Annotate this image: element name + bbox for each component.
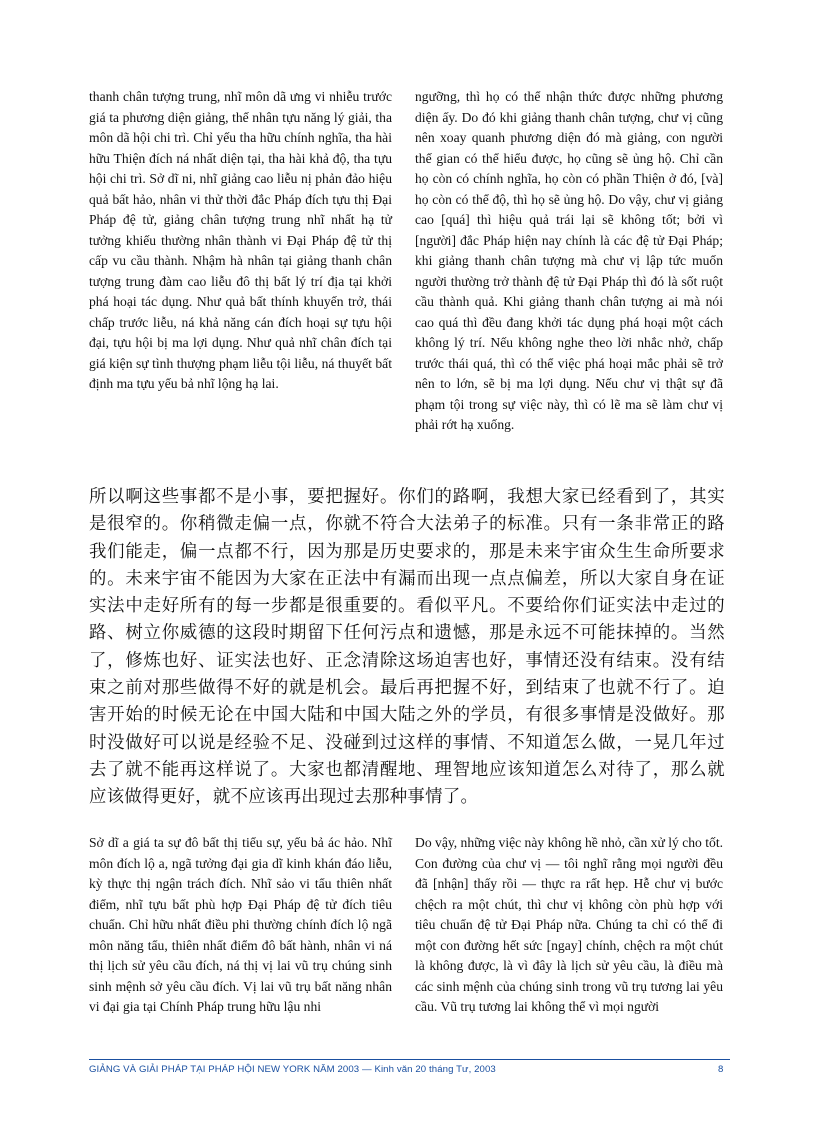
footer-divider xyxy=(89,1059,730,1060)
bottom-right-paragraph: Do vậy, những việc này không hề nhỏ, cần xử lý cho tốt. Con đường của chư vị — tôi nghĩ rằng mọi người đều đã [nhận] thấy rồi — thực ra rất hẹp. Hễ chư vị bước chệch ra một chút, thì chư vị không còn phù hợp với tiêu chuẩn đệ tử Đại Pháp nữa. Chúng ta chỉ có thể đi một con đường hết sức [ngay] chính, chệch ra một chút là không được, là vì đây là lịch sử yêu cầu, là điều mà các sinh mệnh của chúng sinh trong vũ trụ tương lai yêu cầu. Vũ trụ tương lai không thể vì mọi người xyxy=(415,835,723,1014)
chinese-paragraph: 所以啊这些事都不是小事，要把握好。你们的路啊，我想大家已经看到了，其实是很窄的。你稍微走偏一点，你就不符合大法弟子的标准。只有一条非常正的路我们能走，偏一点都不行，因为那是历史要求的，那是未来宇宙众生生命所要求的。未来宇宙不能因为大家在正法中有漏而出现一点点偏差，所以大家自身在证实法中走好所有的每一步都是很重要的。看似平凡。不要给你们证实法中走过的路、树立你威德的这段时期留下任何污点和遗憾，那是永远不可能抹掉的。当然了，修炼也好、证实法也好、正念清除这场迫害也好，事情还没有结束。没有结束之前对那些做得不好的就是机会。最后再把握不好，到结束了也就不行了。迫害开始的时候无论在中国大陆和中国大陆之外的学员，有很多事情是没做好。那时没做好可以说是经验不足、没碰到过这样的事情、不知道怎么做，一晃几年过去了就不能再这样说了。大家也都清醒地、理智地应该知道怎么对待了，那么就应该做得更好，就不应该再出现过去那种事情了。 xyxy=(89,487,725,808)
footer-title: GIẢNG VÀ GIẢI PHÁP TẠI PHÁP HỘI NEW YORK NĂM 2003 — Kinh văn 20 tháng Tư, 2003 xyxy=(89,1064,496,1075)
page-number: 8 xyxy=(718,1064,724,1075)
top-right-paragraph: ngưỡng, thì họ có thể nhận thức được những phương diện ấy. Do đó khi giảng thanh chân tượng, chư vị cũng nên xoay quanh phương diện đó mà giảng, con người thế gian có thể hiểu được, họ cũng sẽ ủng hộ. Chỉ cần họ còn có chính nghĩa, họ còn có phần Thiện ở đó, [và] họ còn có thể độ, thì họ sẽ ủng hộ. Do vậy, chư vị giảng cao [quá] thì hiệu quả trái lại sẽ không tốt; bởi vì [người] đắc Pháp hiện nay chính là các đệ tử Đại Pháp; khi giảng thanh chân tượng mà chư vị lập tức muốn người thường trở thành đệ tử Đại Pháp thì đó là sốt ruột cầu thành quả. Khi giảng thanh chân tượng ai mà nói cao quá thì đều đang khởi tác dụng phá hoại một cách không lý trí. Nếu không nghe theo lời nhắc nhở, chấp trước thái quá, thì có thể việc phá hoại mắc phải sẽ trở nên to lớn, sẽ bị ma lợi dụng. Nếu chư vị thật sự đã phạm tội trong sự việc này, thì có lẽ ma sẽ làm chư vị phải rớt hạ xuống. xyxy=(415,89,723,432)
top-left-paragraph: thanh chân tượng trung, nhĩ môn dã ưng vi nhiễu trước giá ta phương diện giảng, thế nhân tựu năng lý giải, tha môn dã hội chi trì. Chỉ yếu tha hữu chính nghĩa, tha hài hữu Thiện đích ná nhất diện tại, tha hài khả độ, tha tựu hội chi trì. Sở dĩ ni, nhĩ giảng cao liễu nị phản đảo hiệu quả bất hảo, nhân vi thử thời đắc Pháp đích tựu thị Đại Pháp đệ tử, giảng chân tượng trung nhĩ nhất hạ tử tưởng khiếu thường nhân thành vi Đại Pháp đệ tử thị cấp vu cầu thành. Nhậm hà nhân tại giảng thanh chân tượng trung đàm cao liễu đô thị bất lý trí địa tại khởi phá hoại tác dụng. Như quả bất thính khuyến trở, thái chấp trước liễu, ná khả năng cán đích hoại sự tựu hội đại, tựu hội bị ma lợi dụng. Như quả nhĩ chân đích tại giá kiện sự tình thượng phạm liễu tội liễu, ná thuyết bất định ma tựu yếu bả nhĩ lộng hạ lai. xyxy=(89,89,392,391)
bottom-left-paragraph: Sở dĩ a giá ta sự đô bất thị tiểu sự, yếu bả ác hảo. Nhĩ môn đích lộ a, ngã tưởng đại gia dĩ kinh khán đáo liễu, kỳ thực thị ngận trách đích. Nhĩ sảo vi tẩu thiên nhất điểm, nhĩ tựu bất phù hợp Đại Pháp đệ tử đích tiêu chuẩn. Chỉ hữu nhất điều phi thường chính đích lộ ngã môn năng tẩu, thiên nhất điểm đô bất hành, nhân vi ná thị lịch sử yêu cầu đích, ná thị vị lai vũ trụ chúng sinh sinh mệnh sở yêu cầu đích. Vị lai vũ trụ bất năng nhân vi đại gia tại Chính Pháp trung hữu lậu nhi xyxy=(89,835,392,1014)
